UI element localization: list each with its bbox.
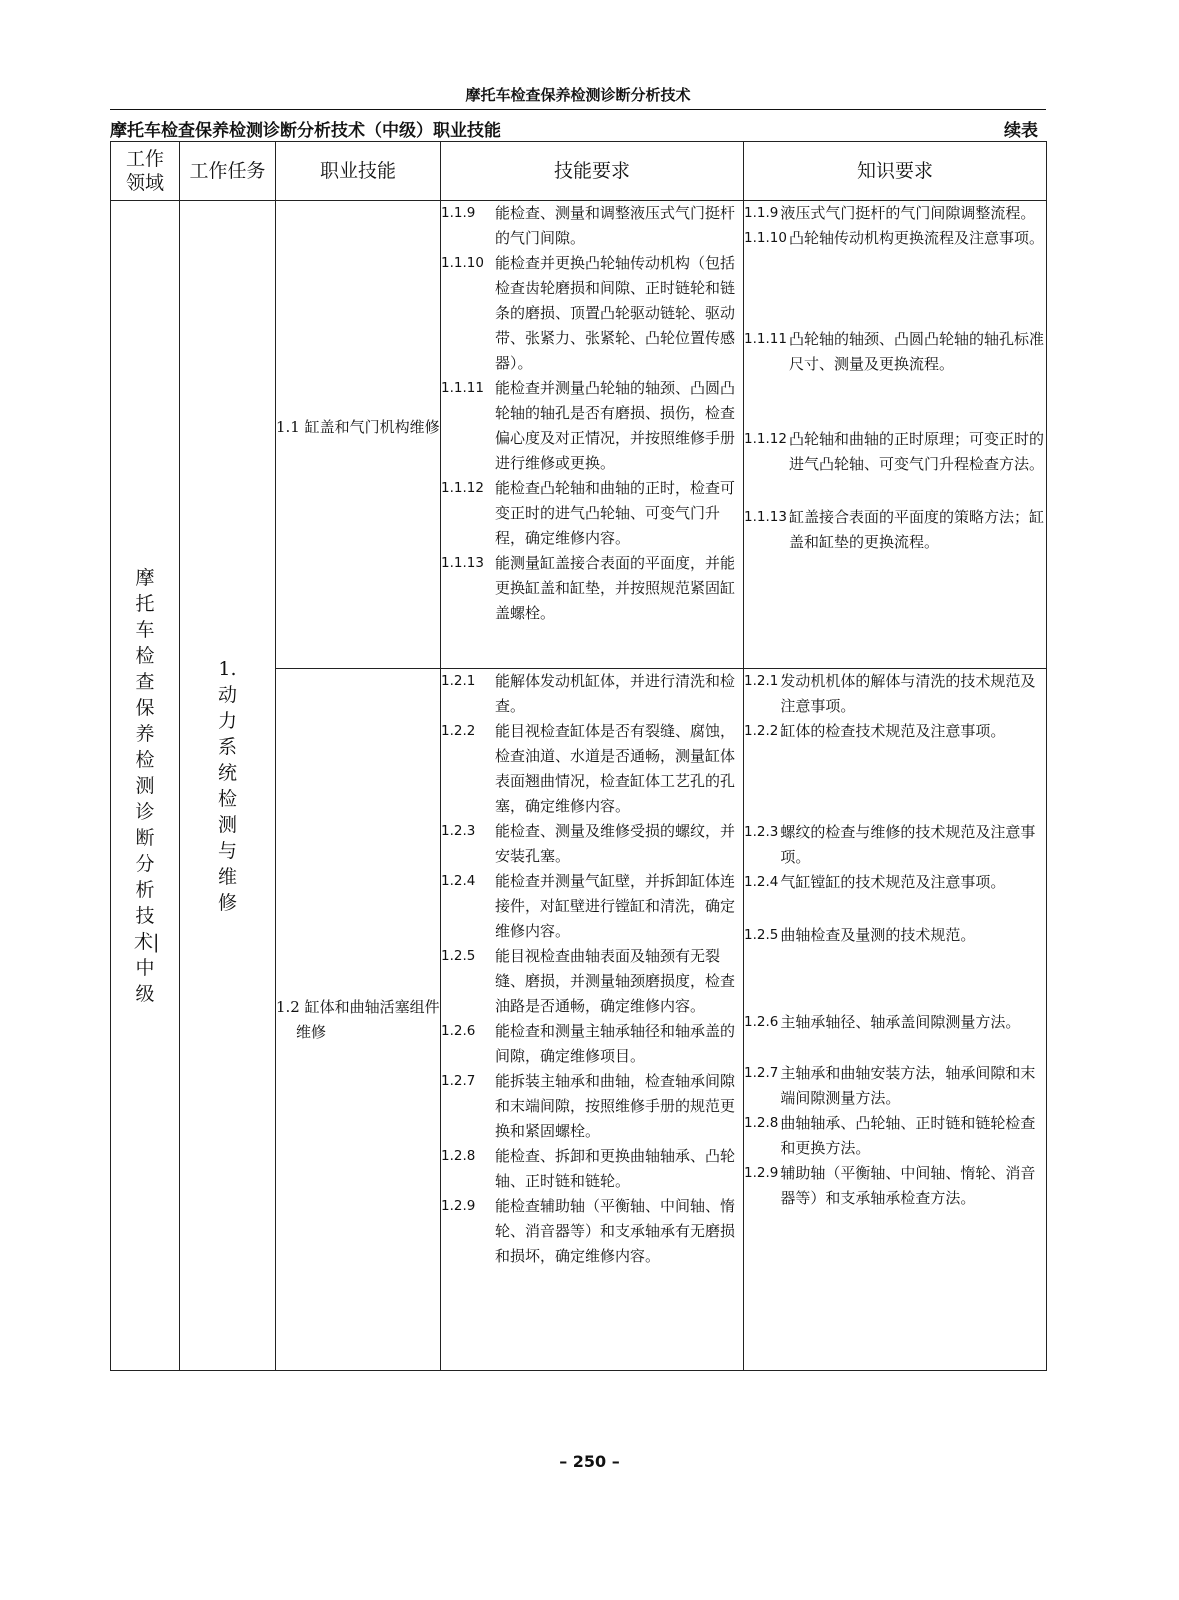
item-text: 能检查并测量气缸壁，并拆卸缸体连接件，对缸壁进行镗缸和清洗，确定维修内容。 (495, 872, 736, 940)
skill-requirements-1-1 (441, 201, 744, 669)
skill-requirement-item (441, 551, 743, 626)
item-text: 能检查并更换凸轮轴传动机构（包括检查齿轮磨损和间隙、正时链轮和链条的磨损、顶置凸轮驱动链轮、驱动带、张紧力、张紧轮、凸轮位置传感器）。 (495, 254, 736, 372)
header-row (111, 142, 1047, 201)
item-number: 1.1.10 (744, 230, 787, 246)
item-number: 1.2.8 (441, 1148, 476, 1164)
domain-cell (111, 201, 180, 1371)
task-text: 1.动力系统检测与维修 (217, 657, 237, 914)
item-text: 曲轴轴承、凸轮轴、正时链和链轮检查和更换方法。 (780, 1114, 1036, 1157)
knowledge-requirement-item (744, 820, 1046, 870)
item-number: 1.2.1 (744, 673, 779, 689)
item-number: 1.2.8 (744, 1115, 779, 1131)
skill-requirement-item (441, 201, 743, 251)
item-number: 1.2.2 (441, 723, 476, 739)
skill-requirement-item (441, 869, 743, 944)
item-text: 能解体发动机缸体，并进行清洗和检查。 (495, 672, 736, 715)
skill-requirement-item (441, 669, 743, 719)
item-text: 能检查、拆卸和更换曲轴轴承、凸轮轴、正时链和链轮。 (495, 1147, 736, 1190)
knowledge-requirement-item (744, 505, 1046, 555)
skill-cell-1-1 (276, 201, 441, 669)
item-number: 1.2.3 (744, 824, 779, 840)
header-skill-requirements: 技能要求 (441, 142, 744, 201)
domain-text: 摩托车检查保养检测诊断分析技术|中级 (134, 566, 160, 1005)
continued-label: 续表 (1004, 121, 1038, 141)
knowledge-requirement-item (744, 226, 1046, 251)
item-text: 能检查和测量主轴承轴径和轴承盖的间隙，确定维修项目。 (495, 1022, 736, 1065)
table-title: 摩托车检查保养检测诊断分析技术（中级）职业技能 (110, 121, 501, 141)
page-number: – 250 – (559, 1452, 620, 1471)
item-number: 1.2.2 (744, 723, 779, 739)
knowledge-requirement-item (744, 719, 1046, 744)
header-rule (110, 109, 1046, 110)
item-number: 1.1.9 (744, 205, 779, 221)
header-knowledge-requirements: 知识要求 (744, 142, 1047, 201)
item-text: 曲轴检查及量测的技术规范。 (780, 926, 976, 944)
skill-requirement-item (441, 251, 743, 376)
knowledge-requirement-item (744, 1010, 1046, 1035)
table-title-bar (110, 116, 1046, 142)
knowledge-requirement-item (744, 669, 1046, 719)
skill-name: 缸盖和气门机构维修 (304, 418, 440, 436)
skills-table (110, 141, 1047, 1371)
knowledge-requirement-item (744, 201, 1046, 226)
item-text: 能目视检查缸体是否有裂缝、腐蚀，检查油道、水道是否通畅，测量缸体表面翘曲情况，检查缸体工艺孔的孔塞，确定维修内容。 (495, 722, 736, 815)
knowledge-requirement-item (744, 327, 1046, 377)
item-number: 1.2.5 (744, 927, 779, 943)
knowledge-requirements-1-1 (744, 201, 1047, 669)
skill-number: 1.2 (276, 997, 300, 1016)
header-domain: 工作领域 (111, 142, 180, 201)
item-number: 1.2.7 (744, 1065, 779, 1081)
header-task: 工作任务 (180, 142, 276, 201)
knowledge-requirement-item (744, 1061, 1046, 1111)
item-text: 凸轮轴传动机构更换流程及注意事项。 (788, 229, 1044, 247)
item-number: 1.1.11 (744, 331, 787, 347)
item-number: 1.2.4 (441, 873, 476, 889)
table-row-section-1-1 (111, 201, 1047, 669)
item-number: 1.2.9 (744, 1165, 779, 1181)
skill-requirement-item (441, 719, 743, 819)
item-text: 发动机机体的解体与清洗的技术规范及注意事项。 (780, 672, 1036, 715)
header-skill: 职业技能 (276, 142, 441, 201)
skill-requirement-item (441, 476, 743, 551)
item-text: 凸轮轴和曲轴的正时原理；可变正时的进气凸轮轴、可变气门升程检查方法。 (788, 430, 1044, 473)
item-text: 能检查、测量和调整液压式气门挺杆的气门间隙。 (495, 204, 736, 247)
knowledge-requirement-item (744, 427, 1046, 477)
item-number: 1.2.9 (441, 1198, 476, 1214)
item-text: 液压式气门挺杆的气门间隙调整流程。 (780, 204, 1036, 222)
running-head: 摩托车检查保养检测诊断分析技术 (465, 86, 691, 104)
item-text: 凸轮轴的轴颈、凸圆凸轮轴的轴孔标准尺寸、测量及更换流程。 (788, 330, 1044, 373)
item-number: 1.1.11 (441, 380, 484, 396)
item-number: 1.2.3 (441, 823, 476, 839)
skill-requirement-item (441, 944, 743, 1019)
item-number: 1.1.13 (441, 555, 484, 571)
skill-requirements-1-2 (441, 669, 744, 1371)
skill-requirement-item (441, 376, 743, 476)
skill-requirement-item (441, 1019, 743, 1069)
item-text: 能拆装主轴承和曲轴，检查轴承间隙和末端间隙，按照维修手册的规范更换和紧固螺栓。 (495, 1072, 736, 1140)
skill-cell-1-2 (276, 669, 441, 1371)
item-number: 1.1.13 (744, 509, 787, 525)
skill-name: 缸体和曲轴活塞组件维修 (296, 997, 440, 1041)
item-number: 1.1.10 (441, 255, 484, 271)
item-number: 1.1.9 (441, 205, 476, 221)
item-text: 辅助轴（平衡轴、中间轴、惰轮、消音器等）和支承轴承检查方法。 (780, 1164, 1036, 1207)
skill-requirement-item (441, 1144, 743, 1194)
item-number: 1.1.12 (441, 480, 484, 496)
item-text: 能检查凸轮轴和曲轴的正时，检查可变正时的进气凸轮轴、可变气门升程，确定维修内容。 (495, 479, 736, 547)
item-number: 1.2.5 (441, 948, 476, 964)
item-text: 主轴承和曲轴安装方法，轴承间隙和末端间隙测量方法。 (780, 1064, 1036, 1107)
knowledge-requirement-item (744, 870, 1046, 895)
knowledge-requirement-item (744, 1111, 1046, 1161)
item-text: 能检查并测量凸轮轴的轴颈、凸圆凸轮轴的轴孔是否有磨损、损伤，检查偏心度及对正情况，并按照维修手册进行维修或更换。 (495, 379, 736, 472)
item-text: 能测量缸盖接合表面的平面度，并能更换缸盖和缸垫，并按照规范紧固缸盖螺栓。 (495, 554, 736, 622)
item-number: 1.1.12 (744, 431, 787, 447)
item-number: 1.2.6 (441, 1023, 476, 1039)
item-text: 主轴承轴径、轴承盖间隙测量方法。 (780, 1013, 1021, 1031)
skill-requirement-item (441, 1194, 743, 1269)
item-number: 1.2.6 (744, 1014, 779, 1030)
knowledge-requirement-item (744, 923, 1046, 948)
item-number: 1.2.1 (441, 673, 476, 689)
item-number: 1.2.4 (744, 874, 779, 890)
item-text: 气缸镗缸的技术规范及注意事项。 (780, 873, 1006, 891)
skill-requirement-item (441, 1069, 743, 1144)
item-text: 缸盖接合表面的平面度的策略方法；缸盖和缸垫的更换流程。 (788, 508, 1044, 551)
item-text: 能检查、测量及维修受损的螺纹，并安装孔塞。 (495, 822, 736, 865)
item-number: 1.2.7 (441, 1073, 476, 1089)
item-text: 螺纹的检查与维修的技术规范及注意事项。 (780, 823, 1036, 866)
task-cell (180, 201, 276, 1371)
item-text: 缸体的检查技术规范及注意事项。 (780, 722, 1006, 740)
item-text: 能目视检查曲轴表面及轴颈有无裂缝、磨损，并测量轴颈磨损度，检查油路是否通畅，确定维修内容。 (495, 947, 736, 1015)
skill-requirement-item (441, 819, 743, 869)
knowledge-requirement-item (744, 1161, 1046, 1211)
skill-number: 1.1 (276, 418, 300, 436)
knowledge-requirements-1-2 (744, 669, 1047, 1371)
item-text: 能检查辅助轴（平衡轴、中间轴、惰轮、消音器等）和支承轴承有无磨损和损坏，确定维修内容。 (495, 1197, 736, 1265)
